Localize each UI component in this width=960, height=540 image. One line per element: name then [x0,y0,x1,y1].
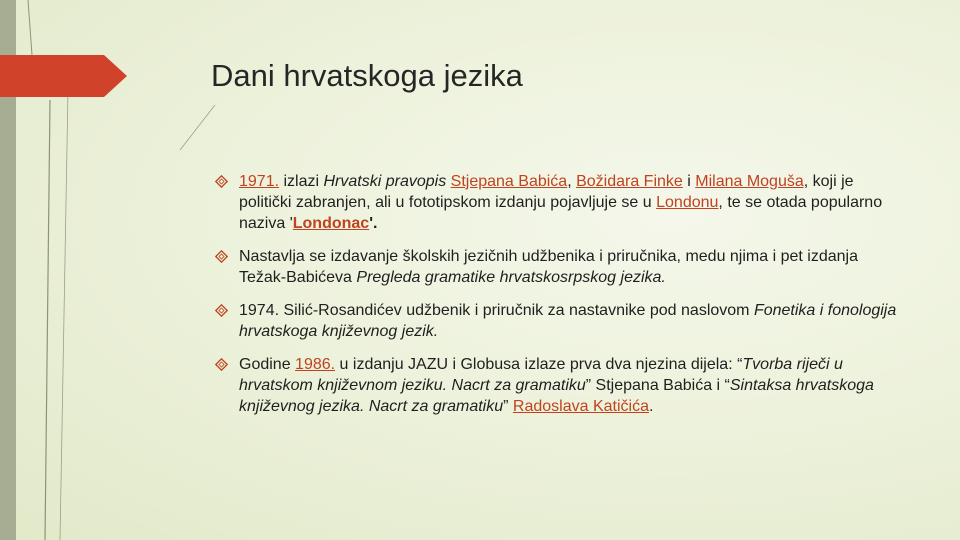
text: i [682,173,696,190]
text: . [648,398,654,415]
link-londonac[interactable]: Londonac [292,215,370,232]
text: Godine [239,356,296,373]
link-year-1971[interactable]: 1971. [239,173,280,190]
text: 1974. Silić-Rosandićev udžbenik i priručnik za nastavnike pod naslovom [239,302,754,319]
text: Nastavlja se izdavanje školskih jezičnih udžbenika i priručnika, medu njima i pet izdanja Težak-Babićeva [239,248,858,286]
bullet-item-2 [215,246,905,288]
bullet-item-4 [215,354,905,417]
diamond-outline-icon [215,358,228,371]
text-italic: Sintaksa hrvatskoga književnog jezika. Nacrt za gramatiku [239,377,874,415]
text-italic: Tvorba riječi u hrvatskom književnom jeziku. Nacrt za gramatiku [239,356,843,394]
slide-title: Dani hrvatskoga jezika [211,58,523,93]
text: ” Stjepana Babića i “ [585,377,730,394]
text-italic: Fonetika i fonologija hrvatskoga književnog jezik. [239,302,897,340]
link-bozidar-finka[interactable]: Božidara Finke [576,173,683,190]
text: , [567,173,577,190]
diamond-outline-icon [215,250,228,263]
diamond-outline-icon [215,175,228,188]
text: '. [369,215,378,232]
text: , koji je politički zabranjen, ali u fototipskom izdanju pojavljuje se u [239,173,854,211]
link-milan-mogus[interactable]: Milana Moguša [695,173,804,190]
bullet-list [215,171,905,429]
text: u izdanju JAZU i Globusa izlaze prva dva njezina dijela: “ [335,356,743,373]
link-year-1986[interactable]: 1986. [295,356,336,373]
text-italic: Hrvatski pravopis [323,173,447,190]
text: izlazi [279,173,324,190]
link-stjepan-babic[interactable]: Stjepana Babića [450,173,568,190]
text-italic: Pregleda gramatike hrvatskosrpskog jezika. [356,269,666,286]
bullet-item-3 [215,300,905,342]
bullet-item-1 [215,171,905,234]
text: , te se otada popularno naziva ' [239,194,883,232]
link-london[interactable]: Londonu [656,194,719,211]
diamond-outline-icon [215,304,228,317]
title-accent-tab [0,55,127,97]
text: ” [503,398,513,415]
link-radoslav-katicic[interactable]: Radoslava Katičića [512,398,649,415]
